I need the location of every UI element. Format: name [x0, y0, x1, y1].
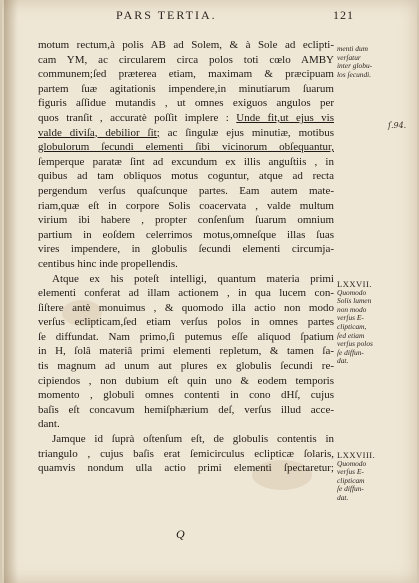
text-line: centibus hinc inde propellendis.: [38, 257, 178, 270]
text-line: dant.: [38, 418, 60, 431]
section-number: LXXVIII.: [337, 450, 376, 460]
marginal-note-line: Quomodo: [337, 287, 367, 297]
text-line: virium ibi habere , propter conſenſum ſuarum omnium: [38, 214, 334, 227]
underlined-text: Unde fit,ut ejus vis: [236, 111, 334, 124]
text-line: quibus ad tam obliquos motus coguntur, atque ad recta: [38, 170, 334, 183]
marginal-note-line: dat.: [337, 356, 349, 366]
marginal-note-line: Quomodo: [337, 458, 367, 468]
marginal-note-line: clipticam,: [337, 321, 367, 331]
text-line: baſis eſt concavum hemiſphærium deſ, verſus illud acce-: [38, 403, 334, 416]
handwritten-annotation: ſ.94.: [388, 121, 407, 130]
marginal-note-line: ſe diffun-: [337, 347, 364, 357]
text-line: figuris aſſidue mutandis , ut omnes exiguos angulos per: [38, 97, 334, 110]
text-line: vires impendere, in globulis ſecundi elementi circumja-: [38, 243, 334, 256]
marginal-note-line: non modo: [337, 304, 367, 314]
text-line: ſemperque paratæ ſint ad excundum ex illis anguſtiis , in: [38, 155, 334, 168]
text-segment: quos tranſit , accuratè poſſit implere :: [38, 111, 229, 124]
paragraph-start-line: Atque ex his poteſt intelligi, quantum materia primi: [52, 272, 334, 285]
text-line: elementi conferat ad illam actionem , in qua lucem con-: [38, 287, 334, 300]
marginal-note-line: verſus polos: [337, 339, 373, 349]
text-line: quamvis nondum ulla actio primi elementi ſpectaretur;: [38, 462, 334, 475]
text-segment: ac ſingulæ ejus minutiæ, motibus: [167, 126, 334, 139]
marginal-note-line: inter globu-: [337, 61, 373, 71]
text-line: verſus eclipticam,ſed etiam verſus polos in omnes partes: [38, 316, 334, 329]
text-line: partem ſuæ agitationis impendere,in minutiarum ſuarum: [38, 82, 334, 95]
text-line: [38, 126, 334, 141]
marginal-note-line: ſed etiam: [337, 330, 365, 340]
running-title: PARS TERTIA.: [116, 8, 217, 22]
marginal-note-line: verſus E-: [337, 467, 364, 477]
text-line: ſe diffundat. Nam primo,ſi putemus eſſe aliquod ſpatium: [38, 330, 334, 343]
text-line: [38, 111, 334, 126]
marginal-note-line: clipticam: [337, 475, 365, 485]
paragraph-start-line: Jamque id ſuprà oſtenſum eſt, de globulis contentis in: [52, 433, 334, 446]
page-gutter-shadow: [4, 0, 18, 583]
marginal-note-77: [337, 280, 407, 366]
section-number: LXXVII.: [337, 279, 372, 289]
underlined-text: globulorum ſecundi elementi ſibi vicinorum obſequantur,: [38, 141, 334, 154]
marginal-note-line: dat.: [337, 492, 349, 502]
text-line: momento , globuli omnes contenti in cono dHſ, cujus: [38, 389, 334, 402]
text-line: [38, 140, 334, 155]
text-line: in H, ſolâ materiâ primi elementi repletum, & tamen ſa-: [38, 345, 334, 358]
signature-mark: Q: [176, 527, 185, 541]
text-line: pergendum verſus quaſcunque partes. Eam autem mate-: [38, 184, 334, 197]
marginal-note-line: menti dum: [337, 44, 368, 53]
text-line: partium in eoſdem celerrimos motus,omneſque illas ſuas: [38, 228, 334, 241]
text-line: triangulo , cujus baſis erat ſemicirculus eclipticæ ſolaris,: [38, 447, 334, 460]
page-number: 121: [333, 8, 354, 22]
marginal-note: [337, 45, 407, 79]
text-line: communem;ſed præterea etiam, maximam & præcipuam: [38, 68, 334, 81]
text-line: riam,quæ eſt in corpore Solis coacervata , valde multum: [38, 199, 334, 212]
text-line: cam YM, ac circularem circa polos toti cœlo AMBY: [38, 53, 334, 66]
marginal-note-line: los ſecundi.: [337, 69, 372, 79]
text-line: cipiendos , non dubium eſt quin uno & eodem temporis: [38, 374, 334, 387]
text-line: tis magnum ad unum aut plures ex globulis ſecundi re-: [38, 360, 334, 373]
text-line: motum rectum,à polis AB ad Solem, & à Sole ad eclipti-: [38, 39, 334, 51]
marginal-note-line: Solis lumen: [337, 296, 372, 306]
underlined-text: valde diviſa, debilior ſit;: [38, 126, 160, 139]
text-line: ſiſtere antè monuimus , & quomodo illa actio non modo: [38, 301, 334, 314]
marginal-note-78: [337, 451, 407, 503]
body-text: [38, 38, 334, 476]
marginal-note-line: ſe diffun-: [337, 484, 364, 494]
marginal-note-line: verſatur: [337, 52, 361, 62]
marginal-note-line: verſus E-: [337, 313, 364, 323]
